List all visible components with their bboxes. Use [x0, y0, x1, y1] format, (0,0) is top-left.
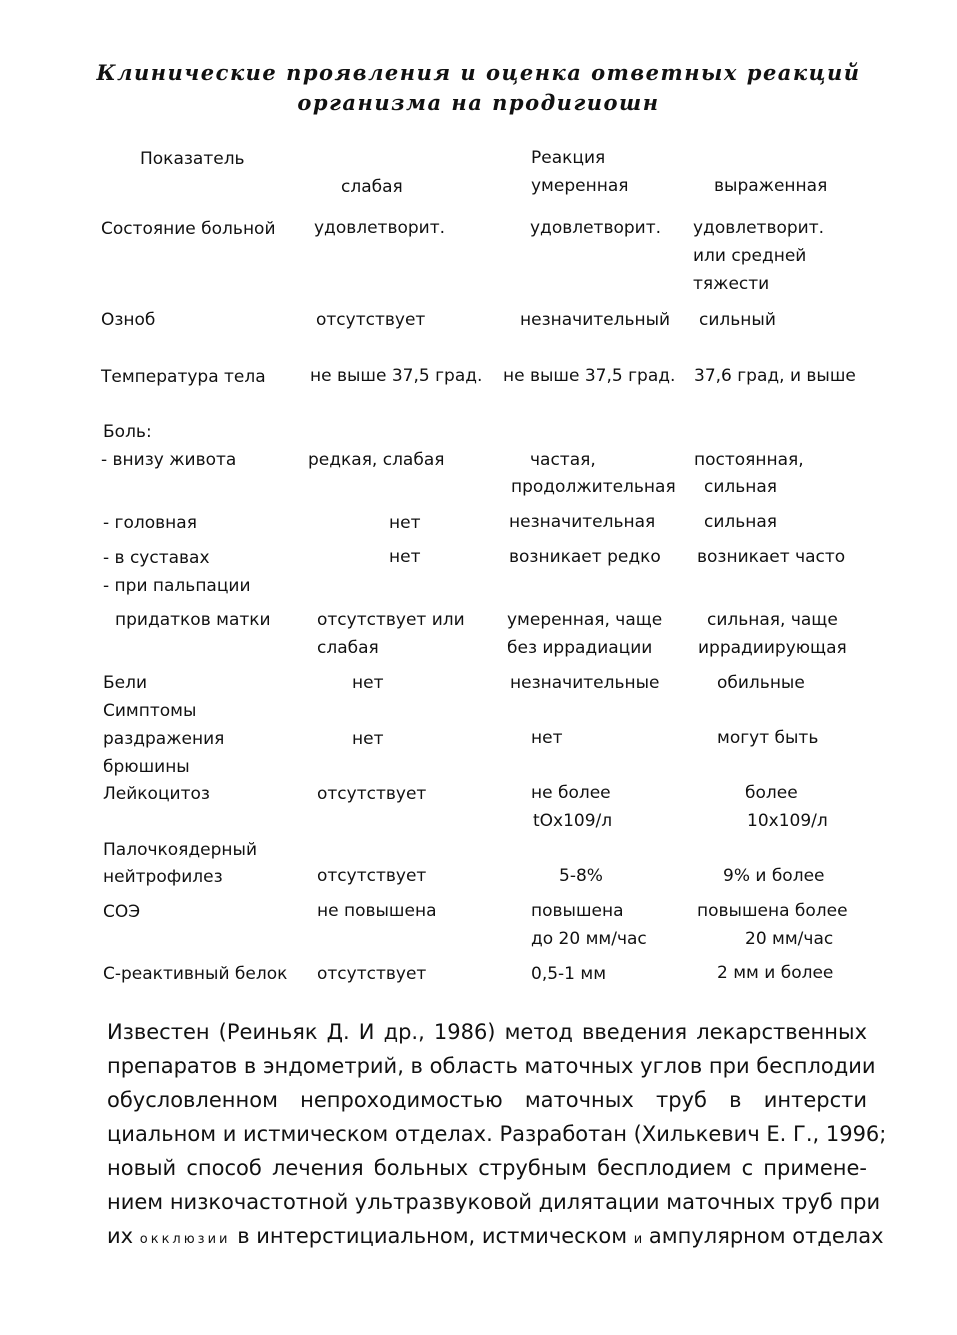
row-label: - головная: [103, 513, 197, 533]
row-label: Боль:: [103, 422, 152, 442]
cell-moderate: незначительные: [510, 673, 660, 693]
cell-weak: не выше 37,5 град.: [310, 366, 483, 386]
paragraph-line: обусловленном непроходимостью маточных труб в интерсти: [107, 1088, 867, 1112]
cell-expressed: возникает часто: [697, 547, 846, 567]
cell-moderate: tOx109/л: [533, 811, 613, 831]
cell-weak: отсутствует или: [317, 610, 465, 630]
row-label: раздражения: [103, 729, 225, 749]
paragraph-line: препаратов в эндометрий, в область маточных углов при бесплодии: [107, 1054, 876, 1078]
cell-expressed: 2 мм и более: [717, 963, 834, 983]
cell-expressed: могут быть: [717, 728, 819, 748]
cell-moderate: незначительный: [520, 310, 671, 330]
cell-moderate: частая,: [530, 450, 596, 470]
header-reaction: Реакция: [531, 148, 606, 168]
page-subtitle: организма на продигиошн: [297, 90, 660, 115]
page-title: Клинические проявления и оценка ответных реакций: [96, 60, 861, 85]
row-label: придатков матки: [115, 610, 271, 630]
paragraph-line: нием низкочастотной ультразвуковой дилятации маточных труб при: [107, 1190, 881, 1214]
cell-moderate: умеренная, чаще: [507, 610, 663, 630]
cell-expressed: постоянная,: [694, 450, 804, 470]
cell-weak: отсутствует: [317, 866, 427, 886]
row-label: Температура тела: [101, 367, 266, 387]
cell-expressed: сильная, чаще: [707, 610, 838, 630]
row-label: - в суставах: [103, 548, 210, 568]
cell-expressed: или средней: [693, 246, 807, 266]
paragraph-word: их: [107, 1224, 134, 1248]
cell-expressed: сильный: [699, 310, 776, 330]
cell-weak: нет: [352, 729, 384, 749]
row-label: СОЭ: [103, 902, 141, 922]
body-paragraph: [107, 1015, 887, 1257]
header-weak: слабая: [341, 177, 403, 197]
cell-moderate: 0,5-1 мм: [531, 964, 607, 984]
cell-weak: отсутствует: [317, 964, 427, 984]
cell-weak: отсутствует: [316, 310, 426, 330]
cell-expressed: удовлетворит.: [693, 218, 825, 238]
row-label: Бели: [103, 673, 148, 693]
cell-weak: нет: [352, 673, 384, 693]
row-label: - при пальпации: [103, 576, 251, 596]
paragraph-line: новый способ лечения больных струбным бесплодием с примене-: [107, 1156, 867, 1180]
cell-weak: отсутствует: [317, 784, 427, 804]
cell-expressed: тяжести: [693, 274, 770, 294]
cell-expressed: иррадиирующая: [698, 638, 847, 658]
paragraph-word-small: и: [633, 1232, 643, 1247]
row-label: Состояние больной: [101, 219, 276, 239]
cell-moderate: повышена: [531, 901, 624, 921]
row-label: Палочкоядерный: [103, 840, 257, 860]
cell-moderate: незначительная: [509, 512, 656, 532]
cell-expressed: более: [745, 783, 798, 803]
cell-weak: нет: [389, 513, 421, 533]
paragraph-word: ампулярном отделах: [648, 1224, 884, 1248]
cell-expressed: повышена более: [697, 901, 848, 921]
row-label: Озноб: [101, 310, 156, 330]
cell-moderate: удовлетворит.: [530, 218, 662, 238]
cell-moderate: возникает редко: [509, 547, 661, 567]
cell-weak: не повышена: [317, 901, 437, 921]
cell-moderate: не выше 37,5 град.: [503, 366, 676, 386]
cell-moderate: не более: [531, 783, 611, 803]
cell-moderate: нет: [531, 728, 563, 748]
cell-expressed: 10x109/л: [747, 811, 828, 831]
paragraph-word-small: окклюзии: [139, 1232, 231, 1247]
paragraph-word: в интерстициальном, истмическом: [237, 1224, 628, 1248]
cell-expressed: 20 мм/час: [745, 929, 834, 949]
row-label: Симптомы: [103, 701, 197, 721]
cell-weak: слабая: [317, 638, 379, 658]
row-label: С-реактивный белок: [103, 964, 288, 984]
cell-moderate: без иррадиации: [507, 638, 653, 658]
header-expressed: выраженная: [714, 176, 828, 196]
row-label: Лейкоцитоз: [103, 784, 210, 804]
paragraph-line: Известен (Реиньяк Д. И др., 1986) метод введения лекарственных: [107, 1020, 867, 1044]
cell-weak: удовлетворит.: [314, 218, 446, 238]
cell-expressed: сильная: [704, 512, 778, 532]
paragraph-line: циальном и истмическом отделах. Разработан (Хилькевич Е. Г., 1996;: [107, 1122, 887, 1146]
cell-expressed: обильные: [717, 673, 805, 693]
row-label: - внизу живота: [101, 450, 237, 470]
cell-weak: нет: [389, 547, 421, 567]
header-moderate: умеренная: [531, 176, 629, 196]
cell-weak: редкая, слабая: [308, 450, 445, 470]
cell-moderate: 5-8%: [559, 866, 603, 886]
cell-expressed: сильная: [704, 477, 778, 497]
paragraph-line-last: [107, 1219, 884, 1257]
cell-expressed: 9% и более: [723, 866, 825, 886]
row-label: нейтрофилез: [103, 867, 223, 887]
cell-moderate: продолжительная: [511, 477, 676, 497]
row-label: брюшины: [103, 757, 190, 777]
header-indicator: Показатель: [140, 149, 245, 169]
cell-moderate: до 20 мм/час: [531, 929, 647, 949]
cell-expressed: 37,6 град, и выше: [694, 366, 856, 386]
